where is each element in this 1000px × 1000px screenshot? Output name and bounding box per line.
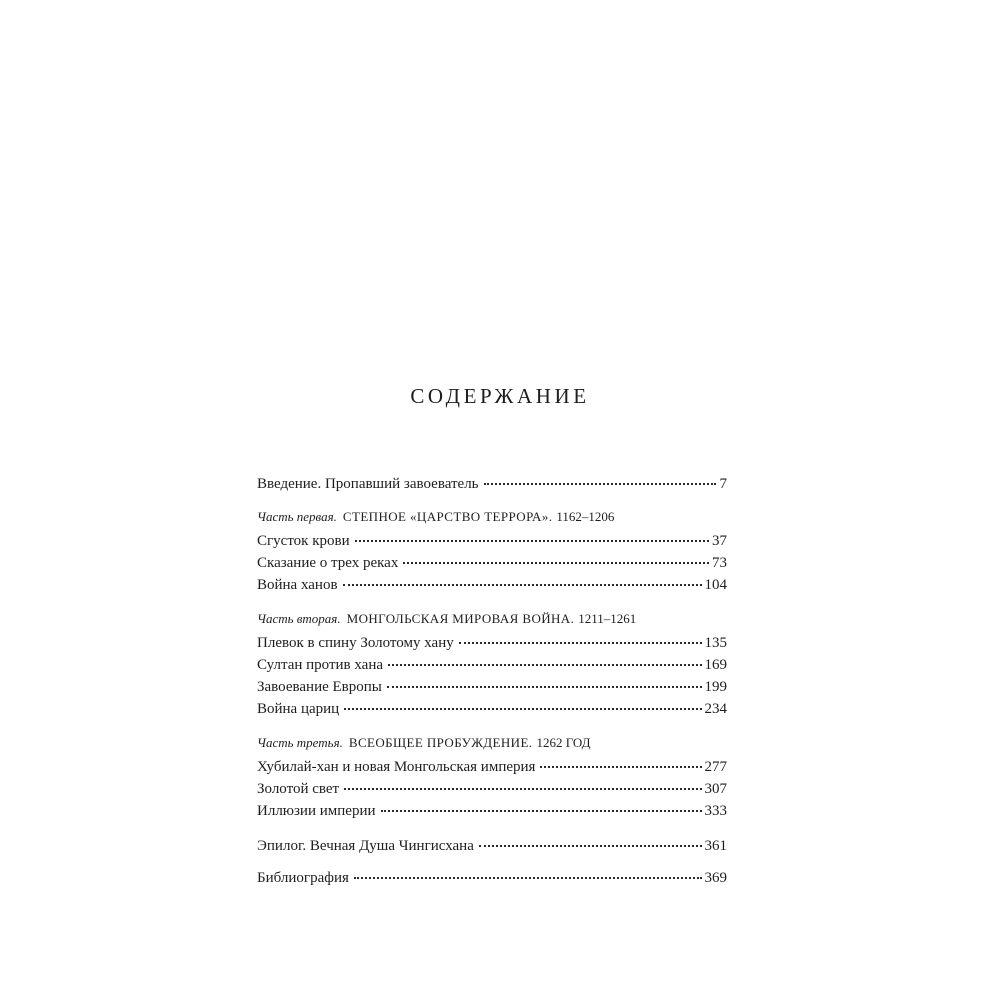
- toc-entry-chapter: [257, 530, 727, 552]
- toc-entry-chapter: [257, 574, 727, 596]
- part-name: СТЕПНОЕ «ЦАРСТВО ТЕРРОРА».: [342, 509, 553, 524]
- part-heading-1: [257, 506, 727, 528]
- toc-entry-page: 333: [704, 803, 727, 819]
- dot-leader: [381, 810, 702, 812]
- part-heading-3: [257, 732, 727, 754]
- dot-leader: [484, 483, 716, 485]
- toc-entry-chapter: [257, 778, 727, 800]
- dot-leader: [479, 845, 702, 847]
- part-years: 1162–1206: [556, 509, 615, 524]
- dot-leader: [540, 766, 701, 768]
- part-heading-2: [257, 608, 727, 630]
- toc-entry-label: Плевок в спину Золотому хану: [257, 635, 454, 651]
- toc-entry-page: 37: [712, 533, 727, 549]
- toc-entry-bibliography: [257, 867, 727, 889]
- toc-entry-epilogue: [257, 835, 727, 857]
- toc-entry-page: 169: [704, 657, 727, 673]
- toc-entry-page: 369: [704, 870, 727, 886]
- toc-entry-label: Иллюзии империи: [257, 803, 376, 819]
- toc-entry-chapter: [257, 552, 727, 574]
- part-label: Часть третья.: [257, 735, 343, 750]
- toc-entry-label: Эпилог. Вечная Душа Чингисхана: [257, 838, 474, 854]
- toc-entry-page: 7: [719, 476, 727, 492]
- toc-entry-introduction: [257, 473, 727, 495]
- dot-leader: [344, 788, 701, 790]
- toc-entry-label: Завоевание Европы: [257, 679, 382, 695]
- toc-entry-page: 277: [704, 759, 727, 775]
- part-name: ВСЕОБЩЕЕ ПРОБУЖДЕНИЕ.: [348, 735, 533, 750]
- toc-entry-page: 104: [704, 577, 727, 593]
- part-label: Часть первая.: [257, 509, 337, 524]
- toc-entry-page: 73: [712, 555, 727, 571]
- part-years: 1262 ГОД: [536, 735, 591, 750]
- toc-entry-page: 307: [704, 781, 727, 797]
- dot-leader: [459, 642, 702, 644]
- toc-entry-chapter: [257, 800, 727, 822]
- dot-leader: [354, 877, 702, 879]
- toc-entry-chapter: [257, 698, 727, 720]
- toc-entry-chapter: [257, 756, 727, 778]
- toc-entry-chapter: [257, 654, 727, 676]
- toc-entry-page: 361: [704, 838, 727, 854]
- toc-entry-chapter: [257, 676, 727, 698]
- toc-entry-label: Султан против хана: [257, 657, 384, 673]
- dot-leader: [343, 584, 702, 586]
- dot-leader: [403, 562, 709, 564]
- toc-entry-chapter: [257, 632, 727, 654]
- toc-entry-page: 199: [704, 679, 727, 695]
- toc-entry-label: Хубилай-хан и новая Монгольская империя: [257, 759, 536, 775]
- toc-entry-label: Библиография: [257, 870, 349, 886]
- part-name: МОНГОЛЬСКАЯ МИРОВАЯ ВОЙНА.: [346, 611, 575, 626]
- dot-leader: [387, 686, 702, 688]
- part-label: Часть вторая.: [257, 611, 341, 626]
- toc-entry-label: Золотой свет: [257, 781, 340, 797]
- toc-entry-page: 135: [704, 635, 727, 651]
- dot-leader: [344, 708, 701, 710]
- toc-entry-page: 234: [704, 701, 727, 717]
- page-title: СОДЕРЖАНИЕ: [410, 384, 590, 408]
- part-years: 1211–1261: [578, 611, 637, 626]
- toc-entry-label: Введение. Пропавший завоеватель: [257, 476, 479, 492]
- dot-leader: [355, 540, 709, 542]
- dot-leader: [388, 664, 701, 666]
- toc-entry-label: Сказание о трех реках: [257, 555, 399, 571]
- toc-entry-label: Сгусток крови: [257, 533, 350, 549]
- toc-entry-label: Война цариц: [257, 701, 340, 717]
- toc-entry-label: Война ханов: [257, 577, 338, 593]
